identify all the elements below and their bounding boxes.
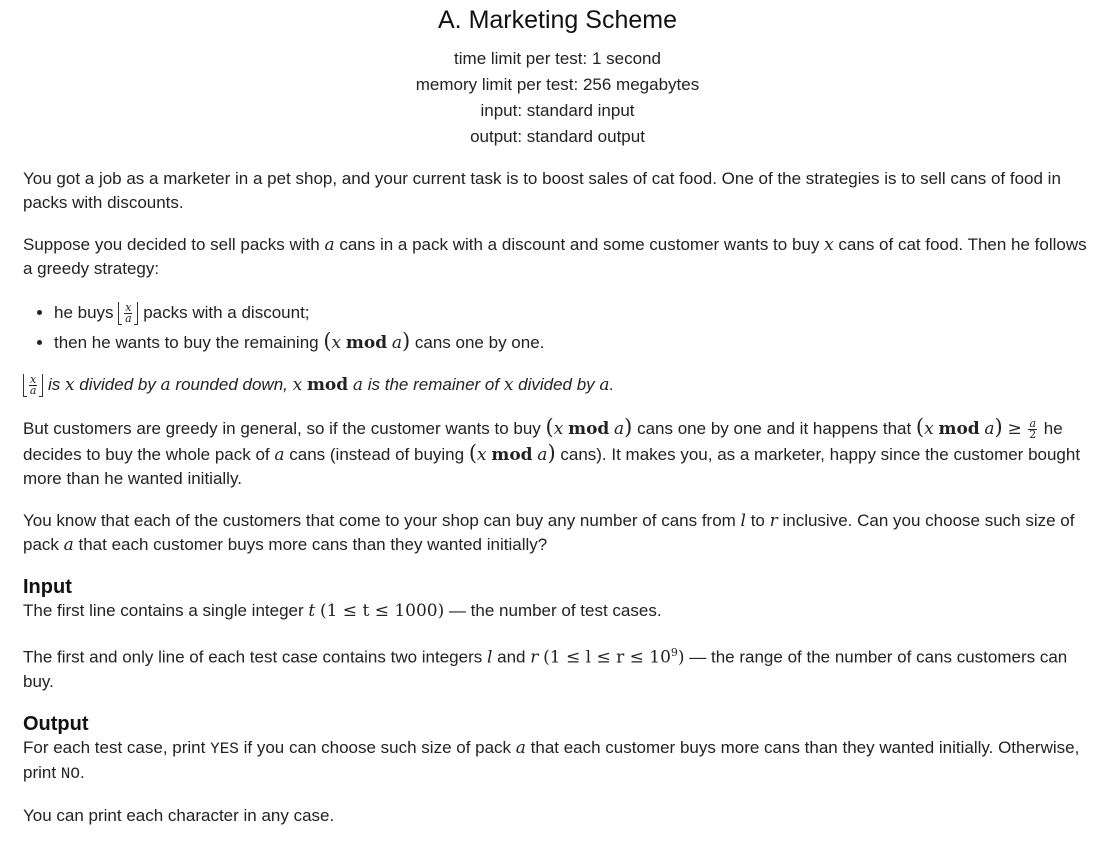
text: divided by: [74, 375, 161, 394]
math-var-r: r: [530, 647, 539, 668]
text: — the number of test cases.: [444, 601, 662, 621]
text: But customers are greedy in general, so if the customer wants to buy: [23, 419, 546, 439]
code-yes: YES: [210, 739, 239, 758]
input-line-2: [23, 641, 1092, 694]
input-line-1: [23, 599, 1092, 623]
math-mod: mod: [345, 333, 388, 353]
math-mod: mod: [491, 445, 533, 466]
math-var-a: a: [614, 419, 625, 440]
fraction-numerator: a: [1029, 417, 1037, 431]
math-var-a: a: [352, 375, 364, 395]
math-mod: mod: [306, 375, 349, 395]
math-var-x: x: [503, 375, 514, 395]
math-lr-range: (1 ≤ l ≤ r ≤ 10: [543, 647, 671, 668]
strategy-item-2: [54, 327, 1092, 357]
math-var-l: l: [486, 647, 493, 668]
math-ge: ≥: [1007, 419, 1022, 440]
math-var-l: l: [740, 511, 746, 532]
problem-header: [23, 0, 1092, 150]
text: to: [745, 511, 770, 531]
memory-limit: memory limit per test: 256 megabytes: [415, 75, 700, 94]
floor-left-bracket: [118, 302, 122, 325]
text: The first and only line of each test case contains two integers: [23, 647, 487, 667]
text: he buys: [54, 303, 119, 322]
text: and: [492, 647, 531, 667]
output-type: output: standard output: [470, 127, 645, 146]
math-lr-range-close: ): [677, 647, 685, 668]
text: packs with a discount;: [138, 303, 310, 322]
input-type: input: standard input: [480, 101, 635, 120]
fraction-denominator: a: [29, 384, 37, 398]
text: is: [43, 375, 65, 394]
math-var-a: a: [63, 535, 74, 556]
text: .: [609, 375, 615, 394]
math-var-a: a: [324, 235, 335, 255]
text: cans (instead of buying: [284, 445, 469, 465]
statement-paragraph-4: [23, 415, 1092, 491]
math-mod: mod: [938, 419, 980, 440]
math-paren: (: [323, 329, 332, 353]
math-paren: ): [624, 415, 633, 440]
text: cans one by one.: [410, 333, 545, 352]
text: cans of cat food. Then he follows a greedy strategy:: [23, 235, 1087, 278]
fraction: [124, 303, 132, 324]
output-line-1: [23, 736, 1092, 786]
text: is the remainer of: [363, 375, 504, 394]
text: he decides to buy the whole pack of: [23, 419, 1063, 465]
fraction-denominator: a: [125, 312, 132, 326]
text: cans in a pack with a discount and some customer wants to buy: [334, 235, 825, 254]
math-paren: ): [994, 415, 1003, 440]
strategy-list: [23, 299, 1092, 357]
math-var-r: r: [769, 511, 778, 532]
statement-paragraph-5: [23, 509, 1092, 557]
math-paren: (: [915, 415, 925, 440]
fraction-numerator: x: [125, 301, 132, 315]
math-var-a: a: [984, 419, 995, 440]
math-exponent: 9: [670, 646, 678, 660]
fraction-a-over-2: [1028, 419, 1037, 440]
text: Suppose you decided to sell packs with: [23, 235, 325, 254]
text: cans one by one and it happens that: [632, 419, 916, 439]
math-var-x: x: [924, 419, 934, 440]
output-section: [23, 712, 1092, 828]
output-line-2: You can print each character in any case.: [23, 805, 335, 825]
text: divided by: [513, 375, 600, 394]
text: rounded down,: [170, 375, 293, 394]
math-var-t: t: [308, 601, 316, 622]
floor-x-over-a: [118, 302, 138, 325]
fraction: [29, 375, 37, 396]
strategy-item-1: [54, 299, 1092, 327]
text: if you can choose such size of pack: [238, 737, 516, 757]
problem-title: A. Marketing Scheme: [438, 6, 677, 34]
math-var-a: a: [537, 445, 548, 466]
math-var-x: x: [477, 445, 487, 466]
text: For each test case, print: [23, 737, 211, 757]
math-var-x: x: [64, 375, 75, 395]
text: that each customer buys more cans than they wanted initially. Otherwise, print: [23, 737, 1080, 782]
problem-statement: [23, 167, 1092, 557]
math-var-x: x: [331, 333, 342, 353]
math-paren: ): [401, 329, 411, 353]
floor-x-over-a: [23, 374, 43, 397]
code-no: NO: [60, 764, 80, 783]
math-var-x: x: [292, 375, 303, 395]
math-var-x: x: [824, 235, 834, 255]
math-paren: ): [547, 441, 556, 466]
input-section: [23, 575, 1092, 694]
math-var-a: a: [515, 737, 526, 758]
text: cans). It makes you, as a marketer, happy since the customer bought more than he wanted initially.: [23, 445, 1081, 489]
statement-paragraph-1: You got a job as a marketer in a pet shop, and your current task is to boost sales of cat food. One of the strategies is to sell cans of food in packs with discounts.: [23, 169, 1061, 212]
math-paren: (: [468, 441, 478, 466]
text: that each customer buys more cans than they wanted initially?: [73, 535, 548, 555]
output-heading: Output: [23, 712, 89, 735]
problem-limits: [23, 46, 1092, 150]
input-heading: Input: [23, 576, 72, 599]
text: inclusive. Can you choose such size of pack: [23, 511, 1075, 555]
floor-left-bracket: [23, 374, 27, 397]
math-paren: (: [545, 415, 554, 440]
text: You know that each of the customers that come to your shop can buy any number of cans from: [23, 511, 741, 531]
text: then he wants to buy the remaining: [54, 333, 324, 352]
statement-paragraph-2: [23, 233, 1092, 281]
text: The first line contains a single integer: [23, 601, 309, 621]
math-var-a: a: [160, 375, 171, 395]
text: .: [80, 762, 85, 782]
math-t-range: (1 ≤ t ≤ 1000): [319, 601, 445, 622]
notation-note: [23, 373, 1092, 397]
math-mod: mod: [568, 419, 610, 440]
time-limit: time limit per test: 1 second: [454, 49, 661, 68]
math-var-a: a: [599, 375, 610, 395]
fraction-numerator: x: [30, 373, 37, 387]
math-var-a: a: [274, 445, 285, 466]
fraction-denominator: 2: [1029, 428, 1037, 442]
math-var-a: a: [391, 333, 402, 353]
math-var-x: x: [553, 419, 564, 440]
text: — the range of the number of cans customers can buy.: [23, 647, 1068, 691]
